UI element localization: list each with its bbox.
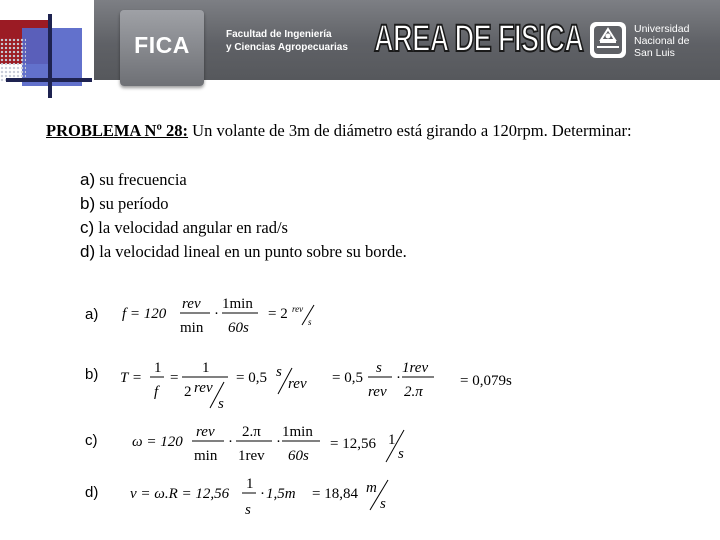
item-letter: a) [80,170,96,189]
item-letter: c) [80,218,95,237]
eq-numerator: 1min [282,424,313,440]
eq-denominator: rev [194,380,213,396]
eq-denominator: 2 [184,384,192,400]
eq-text: = 18,84 [312,486,358,502]
eq-denominator: 1rev [238,448,265,464]
unit-denominator: rev [288,376,307,392]
solution-c-label: c) [85,432,98,449]
university-emblem-icon [588,20,628,60]
decor-dot-pattern [0,38,26,82]
unit-denominator: s [380,496,386,512]
eq-numerator: 1min [222,296,253,312]
problem-items [80,168,407,264]
problem-label: PROBLEMA Nº 28: [46,121,189,140]
eq-denominator: 60s [288,448,309,464]
eq-numerator: 1rev [402,360,429,376]
item-text: su período [99,194,169,213]
solution-b-equation [116,354,536,419]
eq-dot: · [228,434,233,450]
eq-denominator: rev [368,384,387,400]
problem-item [80,168,407,192]
unit-numerator: rev [292,304,304,314]
unit-numerator: s [276,364,282,380]
faculty-name-line2: y Ciencias Agropecuarias [226,42,348,53]
eq-numerator: 1 [202,360,210,376]
eq-text: = 12,56 [330,436,376,452]
solution-a-equation [118,290,338,345]
unit-denominator: s [308,317,312,327]
eq-text: f = 120 [122,306,167,322]
decor-vertical-line [48,14,52,98]
item-text: su frecuencia [99,170,187,189]
solution-c-equation [128,418,428,473]
solution-a-label: a) [85,306,99,323]
faculty-name-line1: Facultad de Ingeniería [226,29,332,40]
problem-statement [46,119,672,142]
faculty-name [226,28,366,54]
eq-text: = 0,079s [460,373,512,389]
eq-numerator: s [376,360,382,376]
eq-text: = 0,5 [332,370,363,386]
eq-text: = 0,5 [236,370,267,386]
eq-text: = 2 [268,306,288,322]
area-title: AREA DE FISICA [374,18,584,60]
unit-numerator: 1 [388,432,396,448]
university-name-line2: Nacional de [634,35,690,47]
university-name [634,23,714,59]
solution-d-label: d) [85,484,99,501]
problem-item [80,240,407,264]
item-text: la velocidad angular en rad/s [98,218,288,237]
eq-text: v = ω.R = 12,56 [130,486,230,502]
fica-logo-text: FICA [134,32,190,58]
university-name-line3: San Luis [634,47,675,59]
eq-denominator: 60s [228,320,249,336]
eq-dot: · [276,434,281,450]
eq-dot: · [214,306,219,322]
eq-text: ω = 120 [132,434,183,450]
eq-denominator: min [194,448,218,464]
fica-logo [120,10,204,86]
item-text: la velocidad lineal en un punto sobre su borde. [99,242,407,261]
eq-numerator: 1 [246,476,254,492]
eq-numerator: 1 [154,360,162,376]
problem-item [80,192,407,216]
university-name-line1: Universidad [634,23,690,35]
unit-numerator: m [366,480,377,496]
eq-denominator: 2.π [404,384,423,400]
eq-denominator: s [245,502,251,518]
eq-dot: · [260,486,265,502]
solution-d-equation [126,470,406,531]
eq-denominator: min [180,320,204,336]
problem-item [80,216,407,240]
eq-text: = [170,370,179,386]
item-letter: d) [80,242,96,261]
problem-text: Un volante de 3m de diámetro está girando a 120rpm. Determinar: [192,121,632,140]
eq-denominator: f [154,384,159,400]
decor-horizontal-line [6,78,92,82]
eq-numerator: rev [196,424,215,440]
unit-denominator: s [398,446,404,462]
eq-numerator: 2.π [242,424,261,440]
eq-text: T = [120,370,142,386]
solution-b-label: b) [85,366,99,383]
eq-numerator: rev [182,296,201,312]
item-letter: b) [80,194,96,213]
eq-dot: · [396,370,401,386]
eq-text: 1,5m [266,486,296,502]
eq-denominator: s [218,396,224,412]
